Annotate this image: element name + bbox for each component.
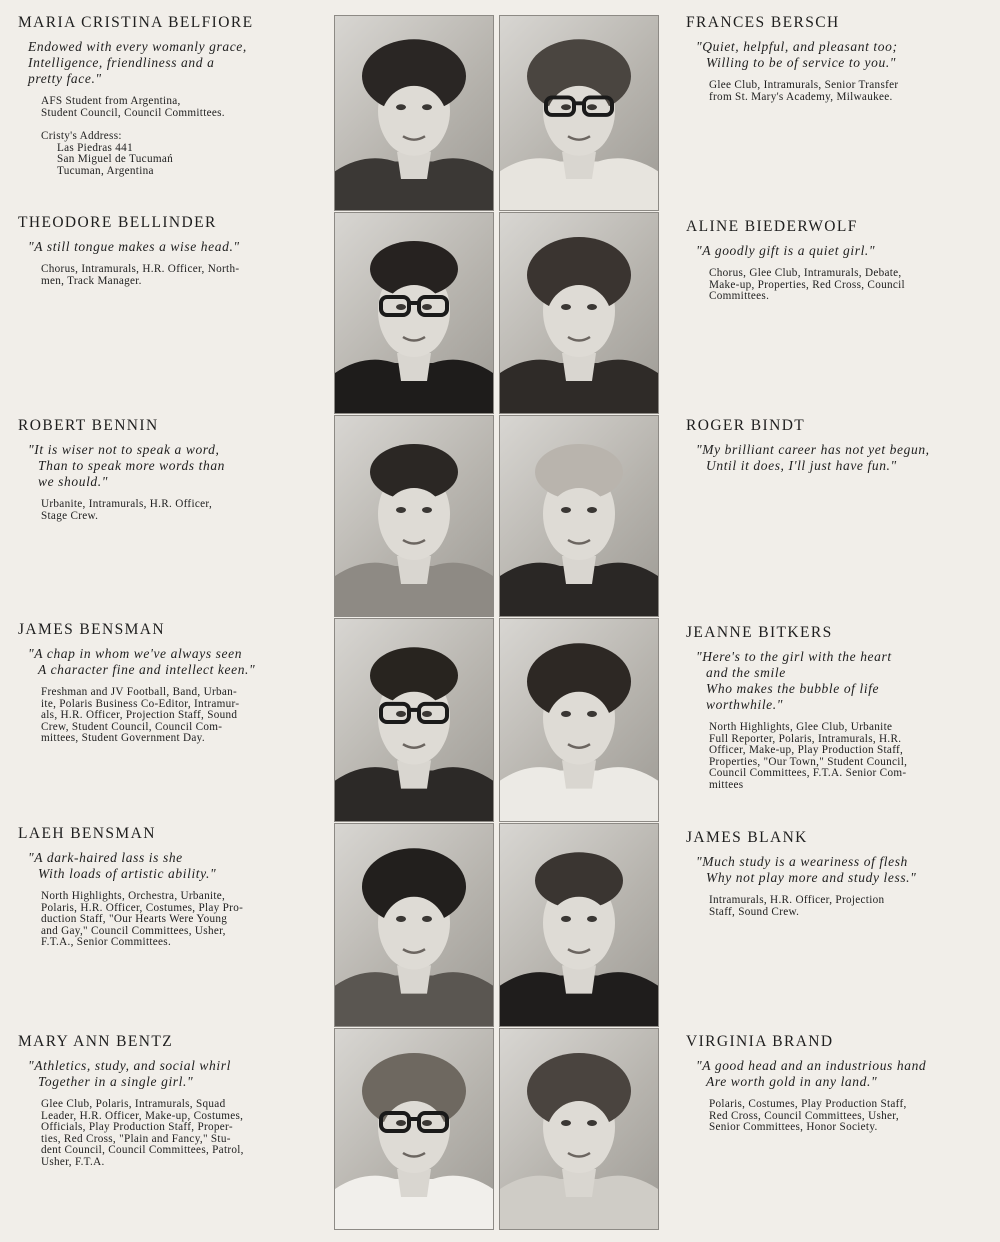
student-name: MARIA CRISTINA BELFIORE bbox=[18, 14, 254, 31]
student-name: VIRGINIA BRAND bbox=[686, 1033, 834, 1050]
student-name: ROGER BINDT bbox=[686, 417, 806, 434]
student-activities: Glee Club, Polaris, Intramurals, Squad Leader, H.R. Officer, Make-up, Costumes, Officials, Play Production Staff, Proper- ties, Red Cross, "Plain and Fancy," Stu- dent Council, Council Committees, Patrol, Usher, F.T.A. bbox=[41, 1098, 244, 1168]
portrait-silhouette bbox=[500, 213, 658, 413]
student-quote: "A chap in whom we've always seen A character fine and intellect keen." bbox=[28, 646, 256, 677]
student-quote: "Quiet, helpful, and pleasant too; Willing to be of service to you." bbox=[696, 39, 898, 70]
portrait-silhouette bbox=[335, 416, 493, 616]
portrait-silhouette bbox=[335, 619, 493, 821]
student-activities: North Highlights, Glee Club, Urbanite Full Reporter, Polaris, Intramurals, H.R. Officer, Make-up, Play Production Staff, Properties, "Our Town," Student Council, Council Committees, F.T.A. Senior Com- mittees bbox=[709, 721, 908, 791]
student-name: THEODORE BELLINDER bbox=[18, 214, 217, 231]
student-entry-brand bbox=[686, 1033, 978, 1134]
portrait-photo-belfiore bbox=[334, 15, 494, 211]
student-name: JAMES BENSMAN bbox=[18, 621, 165, 638]
portrait-silhouette bbox=[500, 16, 658, 210]
portrait-silhouette bbox=[500, 416, 658, 616]
portrait-photo-bentz bbox=[334, 1028, 494, 1230]
student-quote: "A dark-haired lass is she With loads of artistic ability." bbox=[28, 850, 217, 881]
student-activities: North Highlights, Orchestra, Urbanite, Polaris, H.R. Officer, Costumes, Play Pro- duction Staff, "Our Hearts Were Young and Gay," Council Committees, Usher, F.T.A., Senior Committees. bbox=[41, 890, 244, 949]
student-quote: "A good head and an industrious hand Are worth gold in any land." bbox=[696, 1058, 927, 1089]
student-activities: Chorus, Intramurals, H.R. Officer, North- men, Track Manager. bbox=[41, 263, 240, 287]
student-activities: Intramurals, H.R. Officer, Projection Staff, Sound Crew. bbox=[709, 894, 885, 918]
student-entry-belfiore bbox=[18, 14, 308, 178]
student-activities: Polaris, Costumes, Play Production Staff, Red Cross, Council Committees, Usher, Senior Committees, Honor Society. bbox=[709, 1098, 907, 1134]
portrait-silhouette bbox=[335, 16, 493, 210]
student-entry-bitkers bbox=[686, 624, 978, 792]
portrait-silhouette bbox=[335, 824, 493, 1026]
portrait-photo-brand bbox=[499, 1028, 659, 1230]
student-quote: "It is wiser not to speak a word, Than to speak more words than we should." bbox=[28, 442, 226, 489]
student-quote: "A goodly gift is a quiet girl." bbox=[696, 243, 876, 258]
student-address: Cristy's Address: Las Piedras 441 San Miguel de Tucumań Tucuman, Argentina bbox=[41, 130, 173, 177]
student-name: FRANCES BERSCH bbox=[686, 14, 840, 31]
portrait-photo-bindt bbox=[499, 415, 659, 617]
portrait-silhouette bbox=[335, 1029, 493, 1229]
student-activities: Urbanite, Intramurals, H.R. Officer, Stage Crew. bbox=[41, 498, 213, 522]
student-name: ROBERT BENNIN bbox=[18, 417, 159, 434]
student-entry-laeh-bensman bbox=[18, 825, 308, 949]
portrait-photo-bersch bbox=[499, 15, 659, 211]
portrait-silhouette bbox=[500, 824, 658, 1026]
portrait-photo-bellinder bbox=[334, 212, 494, 414]
student-quote: "My brilliant career has not yet begun, Until it does, I'll just have fun." bbox=[696, 442, 930, 473]
portrait-photo-bitkers bbox=[499, 618, 659, 822]
student-name: JEANNE BITKERS bbox=[686, 624, 833, 641]
student-activities: Glee Club, Intramurals, Senior Transfer from St. Mary's Academy, Milwaukee. bbox=[709, 79, 899, 103]
student-quote: "A still tongue makes a wise head." bbox=[28, 239, 240, 254]
portrait-photo-james-bensman bbox=[334, 618, 494, 822]
student-quote: "Athletics, study, and social whirl Together in a single girl." bbox=[28, 1058, 231, 1089]
student-quote: "Here's to the girl with the heart and the smile Who makes the bubble of life worthwhile." bbox=[696, 649, 892, 712]
portrait-photo-bennin bbox=[334, 415, 494, 617]
student-name: LAEH BENSMAN bbox=[18, 825, 156, 842]
portrait-photo-blank bbox=[499, 823, 659, 1027]
student-entry-bennin bbox=[18, 417, 308, 522]
student-activities: AFS Student from Argentina, Student Council, Council Committees. bbox=[41, 95, 225, 119]
student-quote: "Much study is a weariness of flesh Why not play more and study less." bbox=[696, 854, 917, 885]
student-entry-bellinder bbox=[18, 214, 308, 287]
student-name: JAMES BLANK bbox=[686, 829, 808, 846]
student-entry-biederwolf bbox=[686, 218, 978, 303]
student-entry-bersch bbox=[686, 14, 978, 103]
student-entry-bindt bbox=[686, 417, 978, 483]
student-activities: Freshman and JV Football, Band, Urban- ite, Polaris Business Co-Editor, Intramur- als, H.R. Officer, Projection Staff, Sound Crew, Student Council, Council Com- mittees, Student Government Day. bbox=[41, 686, 240, 745]
portrait-silhouette bbox=[500, 1029, 658, 1229]
student-entry-james-bensman bbox=[18, 621, 308, 745]
student-name: ALINE BIEDERWOLF bbox=[686, 218, 858, 235]
student-name: MARY ANN BENTZ bbox=[18, 1033, 174, 1050]
student-entry-blank bbox=[686, 829, 978, 918]
student-quote: Endowed with every womanly grace, Intelligence, friendliness and a pretty face." bbox=[28, 39, 247, 86]
portrait-photo-biederwolf bbox=[499, 212, 659, 414]
student-entry-bentz bbox=[18, 1033, 308, 1169]
portrait-silhouette bbox=[335, 213, 493, 413]
student-activities: Chorus, Glee Club, Intramurals, Debate, Make-up, Properties, Red Cross, Council Committees. bbox=[709, 267, 905, 303]
portrait-silhouette bbox=[500, 619, 658, 821]
portrait-photo-laeh-bensman bbox=[334, 823, 494, 1027]
